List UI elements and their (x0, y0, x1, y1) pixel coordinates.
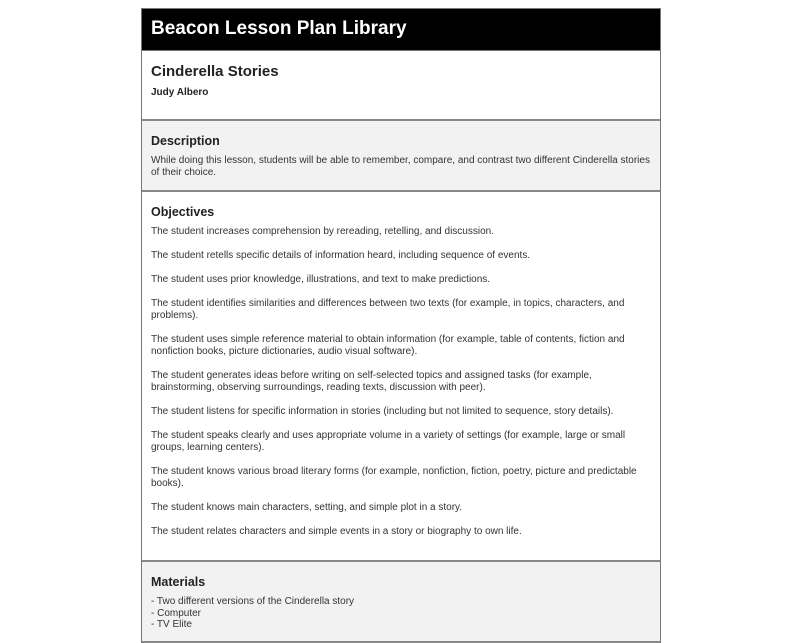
objective-item: The student listens for specific information in stories (including but not limited to sequence, story details). (151, 406, 614, 417)
objectives-heading: Objectives (151, 205, 215, 219)
material-item: - TV Elite (151, 619, 192, 630)
objectives-section (142, 192, 660, 562)
objective-item: The student knows main characters, setting, and simple plot in a story. (151, 502, 463, 513)
site-header: Beacon Lesson Plan Library (142, 9, 660, 51)
description-heading: Description (151, 134, 220, 148)
objective-item: The student increases comprehension by rereading, retelling, and discussion. (151, 226, 494, 237)
materials-section (142, 562, 660, 643)
objective-item: The student generates ideas before writing on self-selected topics and assigned tasks (for example, brainstorming, observing surroundings, reading texts, discussion with peer). (151, 370, 592, 393)
material-item: - Computer (151, 607, 202, 619)
material-item: - Two different versions of the Cinderella story (151, 596, 355, 607)
objective-item: The student identifies similarities and differences between two texts (for example, in topics, characters, and problems). (151, 298, 625, 321)
lesson-plan (141, 8, 661, 643)
objective-item: The student uses prior knowledge, illustrations, and text to make predictions. (151, 274, 491, 285)
objective-item: The student retells specific details of information heard, including sequence of events. (151, 250, 531, 261)
lesson-title-section (142, 51, 660, 121)
objective-item: The student uses simple reference material to obtain information (for example, table of contents, fiction and nonfiction books, picture dictionaries, audio visual software). (151, 334, 625, 357)
objective-item: The student relates characters and simple events in a story or biography to own life. (151, 526, 522, 537)
description-text: While doing this lesson, students will be able to remember, compare, and contrast two different Cinderella stories of their choice. (151, 155, 650, 178)
lesson-title: Cinderella Stories (151, 63, 279, 80)
objective-item: The student knows various broad literary forms (for example, nonfiction, fiction, poetry, picture and predictable books). (151, 466, 637, 489)
materials-heading: Materials (151, 575, 206, 589)
objective-item: The student speaks clearly and uses appropriate volume in a variety of settings (for example, large or small groups, learning centers). (151, 430, 626, 453)
lesson-author: Judy Albero (151, 87, 209, 98)
description-section (142, 121, 660, 192)
